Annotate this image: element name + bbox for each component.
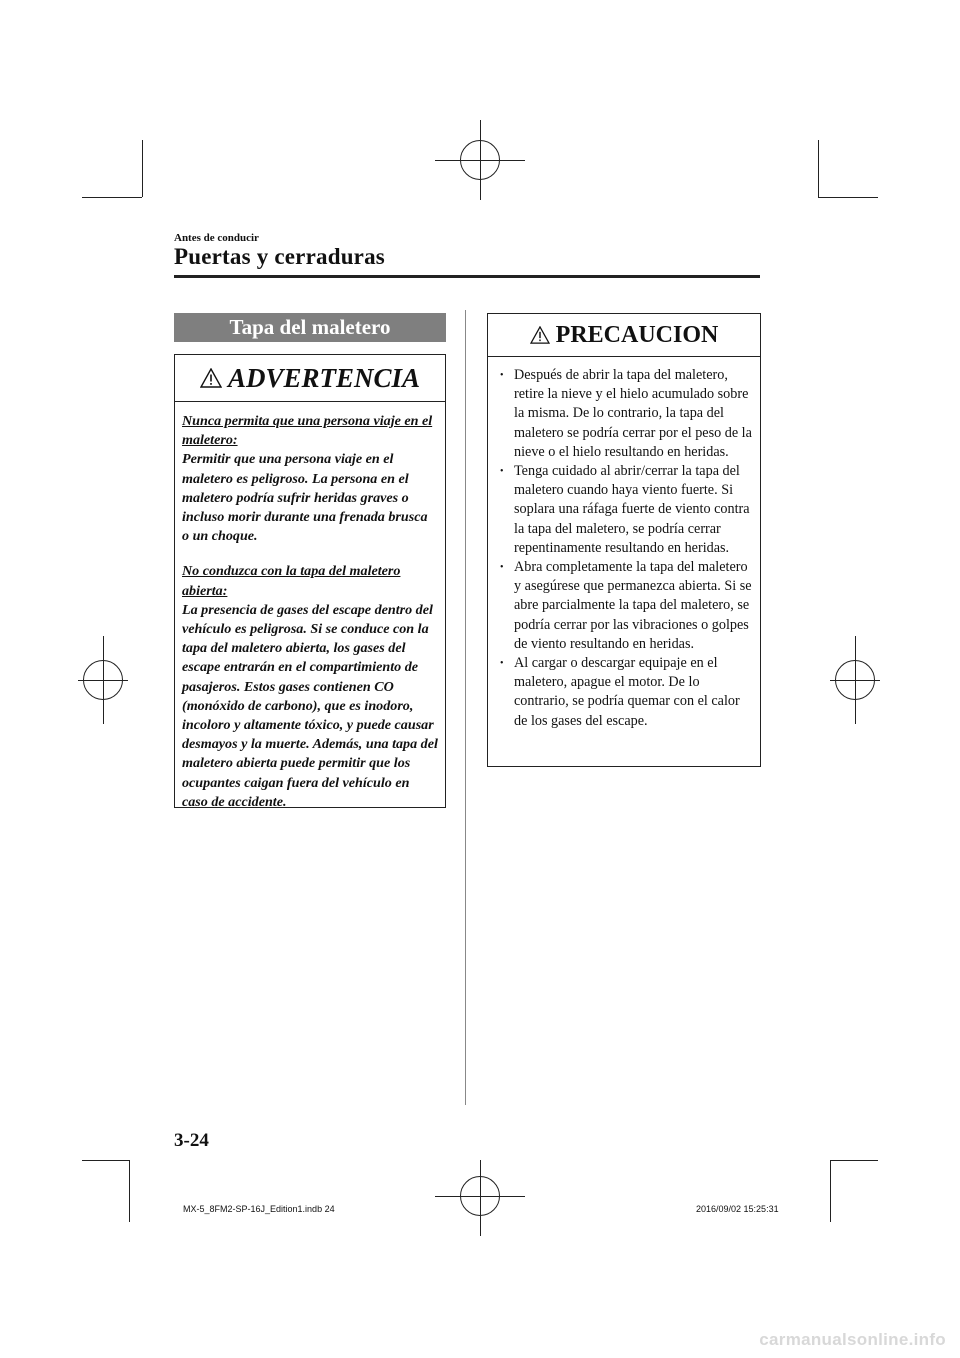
caution-item: • Al cargar o descargar equipaje en el maletero, apague el motor. De lo contrario, se podría quemar con el calor de los gases del escape.: [500, 654, 754, 731]
warning-section-heading: Nunca permita que una persona viaje en el maletero:: [182, 413, 433, 449]
registration-mark-icon: [83, 660, 123, 700]
warning-section-heading: No conduzca con la tapa del maletero abierta:: [182, 563, 401, 599]
registration-mark-icon: [460, 1176, 500, 1216]
warning-section-text: Permitir que una persona viaje en el maletero es peligroso. La persona en el maletero podría sufrir heridas graves o incluso morir durante una frenada brusca o un choque.: [182, 451, 428, 545]
crop-mark: [142, 140, 143, 197]
warning-section-text: La presencia de gases del escape dentro del vehículo es peligrosa. Si se conduce con la tapa del maletero abierta, los gases del escape entrarán en el compartimiento de pasajeros. Estos gases contienen CO (monóxido de carbono), que es inodoro, incoloro y altamente tóxico, y puede causar desmayos y la muerte. Además, una tapa del maletero abierta puede permitir que los ocupantes caigan fuera del vehículo en caso de accidente.: [182, 601, 438, 810]
crop-mark: [830, 1160, 878, 1161]
footer-timestamp: 2016/09/02 15:25:31: [696, 1204, 779, 1214]
header-rule: [174, 275, 760, 278]
section-title: Puertas y cerraduras: [174, 244, 385, 269]
caution-item: • Tenga cuidado al abrir/cerrar la tapa del maletero cuando haya viento fuerte. Si soplara una ráfaga fuerte de viento contra la tapa del maletero, se podría cerrar repentinamente resultando en heridas.: [500, 462, 754, 558]
caution-box: [487, 313, 761, 767]
caution-item: • Abra completamente la tapa del maletero y asegúrese que permanezca abierta. Si se abre parcialmente la tapa del maletero, se podría cerrar por las vibraciones o golpes de viento resultando en heridas.: [500, 558, 754, 654]
warning-body: [175, 402, 445, 812]
caution-header: [488, 314, 760, 357]
column-divider: [465, 310, 466, 1105]
registration-mark-icon: [835, 660, 875, 700]
crop-mark: [830, 1160, 831, 1222]
footer-file: MX-5_8FM2-SP-16J_Edition1.indb 24: [183, 1204, 335, 1214]
crop-mark: [818, 140, 819, 197]
warning-title: ADVERTENCIA: [227, 362, 421, 393]
watermark: carmanualsonline.info: [759, 1330, 946, 1349]
registration-mark-icon: [460, 140, 500, 180]
topic-banner: Tapa del maletero: [174, 313, 446, 342]
warning-header: [175, 355, 445, 402]
page-number: 3-24: [174, 1130, 209, 1151]
caution-item: • Después de abrir la tapa del maletero, retire la nieve y el hielo acumulado sobre la misma. De lo contrario, la tapa del maletero se podría cerrar por el peso de la nieve o el hielo resultando en heridas.: [500, 366, 754, 462]
warning-triangle-icon: [200, 368, 222, 388]
caution-list: [488, 357, 760, 731]
warning-section: [182, 412, 438, 546]
warning-triangle-icon: [530, 326, 550, 344]
warning-section: [182, 562, 438, 812]
warning-box: [174, 354, 446, 808]
crop-mark: [82, 1160, 130, 1161]
crop-mark: [82, 197, 142, 198]
section-subtitle: Antes de conducir: [174, 232, 259, 244]
crop-mark: [129, 1160, 130, 1222]
caution-title: PRECAUCION: [555, 321, 719, 348]
crop-mark: [818, 197, 878, 198]
